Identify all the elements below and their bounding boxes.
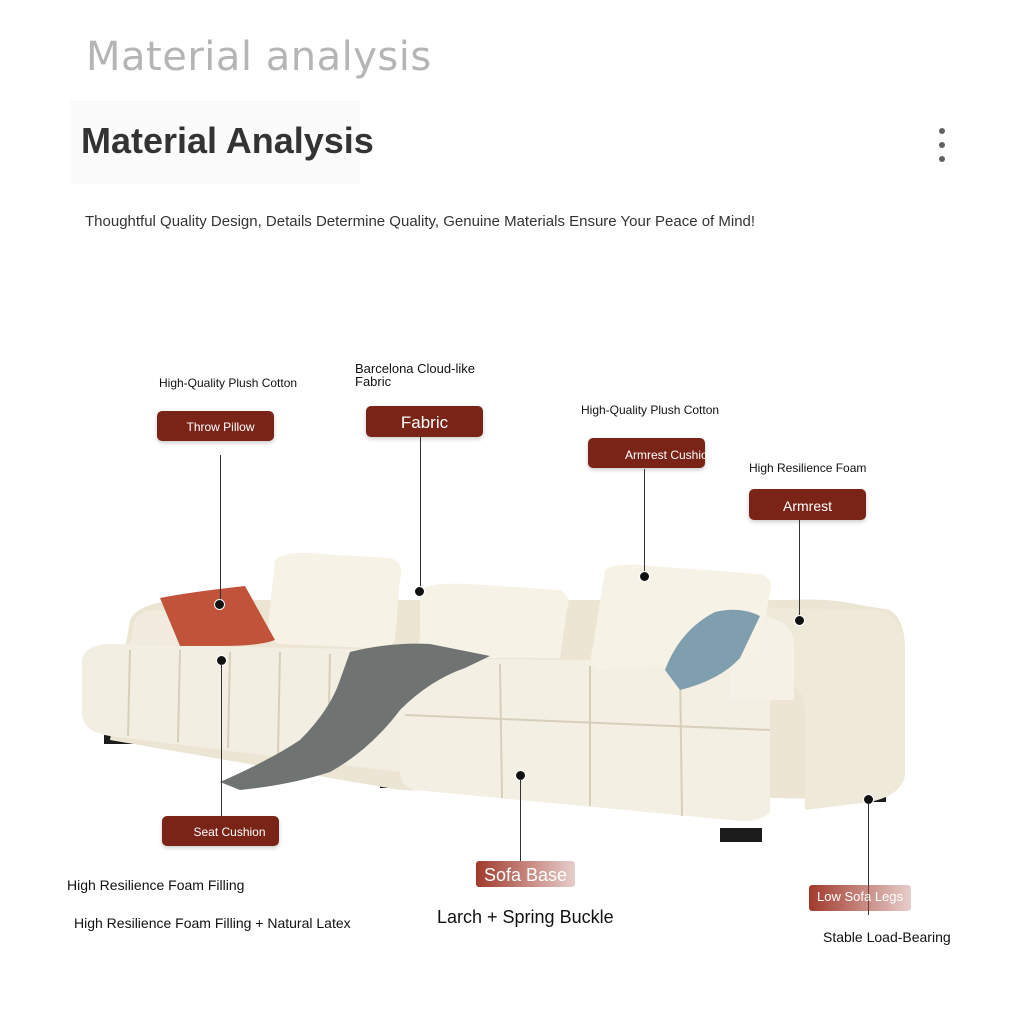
armrest-note: High Resilience Foam bbox=[749, 461, 867, 475]
seat-cushion-line bbox=[221, 664, 222, 816]
more-vertical-icon[interactable] bbox=[934, 128, 950, 162]
throw-pillow-dot bbox=[214, 599, 225, 610]
seat-cushion-note: High Resilience Foam Filling bbox=[67, 877, 245, 893]
seat-cushion-tag: Seat Cushion bbox=[162, 816, 279, 846]
fabric-note-line2: Fabric bbox=[355, 374, 392, 389]
sofa-seat bbox=[400, 658, 770, 821]
armrest-tag: Armrest bbox=[749, 489, 866, 520]
throw-pillow-line bbox=[220, 455, 221, 605]
throw-pillow-orange bbox=[160, 586, 275, 646]
sofa-base-line bbox=[520, 779, 521, 861]
armrest-cushion-dot bbox=[639, 571, 650, 582]
armrest-cushion-line bbox=[644, 469, 645, 579]
page-subtitle: Thoughtful Quality Design, Details Determine Quality, Genuine Materials Ensure Your Peace of Mind! bbox=[85, 213, 756, 230]
sofa-illustration bbox=[70, 540, 920, 850]
sofa-base-note: Larch + Spring Buckle bbox=[437, 907, 614, 927]
fabric-note-line1: Barcelona Cloud-like bbox=[355, 361, 475, 376]
fabric-tag: Fabric bbox=[366, 406, 483, 437]
throw-pillow-note: High-Quality Plush Cotton bbox=[159, 376, 298, 390]
seat-cushion-extra-note: High Resilience Foam Filling + Natural Latex bbox=[74, 915, 351, 931]
fabric-note bbox=[355, 362, 475, 388]
back-pillow bbox=[268, 553, 402, 648]
fabric-dot bbox=[414, 586, 425, 597]
armrest-cushion-tag: Armrest Cushion bbox=[588, 438, 705, 468]
sofa-legs-tag: Low Sofa Legs bbox=[809, 885, 911, 911]
page-heading: Material analysis bbox=[86, 34, 432, 80]
armrest-dot bbox=[794, 615, 805, 626]
page-title: Material Analysis bbox=[81, 120, 374, 161]
throw-pillow-tag: Throw Pillow bbox=[157, 411, 274, 441]
sofa-leg bbox=[720, 828, 762, 842]
armrest-line bbox=[799, 520, 800, 618]
sofa-legs-note: Stable Load-Bearing bbox=[823, 929, 951, 945]
armrest-cushion-note: High-Quality Plush Cotton bbox=[581, 403, 720, 417]
fabric-line bbox=[420, 437, 421, 592]
sofa-base-tag: Sofa Base bbox=[476, 861, 575, 887]
